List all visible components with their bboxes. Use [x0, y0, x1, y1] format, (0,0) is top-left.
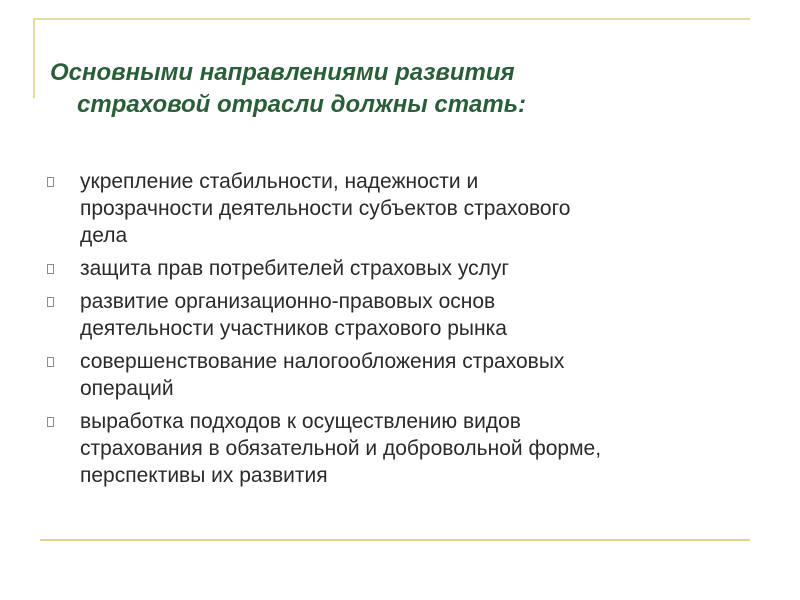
bullet-line: защита прав потребителей страховых услуг: [80, 257, 510, 280]
square-bullet-icon: [47, 177, 54, 187]
title-line-2: страховой отрасли должны стать:: [77, 91, 526, 118]
frame-left-rule: [33, 18, 35, 98]
bullet-line: операций: [80, 377, 174, 400]
bullet-item-5: [40, 408, 760, 489]
bullet-line: укрепление стабильности, надежности и: [80, 170, 479, 193]
title-line-1: Основными направлениями развития: [50, 59, 515, 86]
square-bullet-icon: [47, 417, 54, 427]
bullet-list: [40, 168, 760, 495]
bullet-line: развитие организационно-правовых основ: [80, 290, 496, 313]
bullet-line: совершенствование налогообложения страховых: [80, 350, 565, 373]
frame-bottom-rule: [40, 539, 750, 541]
bullet-item-1: [40, 168, 760, 249]
bullet-line: выработка подходов к осуществлению видов: [80, 410, 521, 433]
bullet-item-2: [40, 255, 760, 282]
bullet-item-4: [40, 348, 760, 402]
bullet-line: перспективы их развития: [80, 464, 328, 487]
bullet-line: дела: [80, 224, 128, 247]
square-bullet-icon: [47, 357, 54, 367]
bullet-line: деятельности участников страхового рынка: [80, 317, 507, 340]
slide-title: [50, 57, 750, 121]
frame-top-rule: [33, 18, 750, 20]
bullet-item-3: [40, 288, 760, 342]
square-bullet-icon: [47, 264, 54, 274]
bullet-line: прозрачности деятельности субъектов страхового: [80, 197, 571, 220]
square-bullet-icon: [47, 297, 54, 307]
bullet-line: страхования в обязательной и добровольной форме,: [80, 437, 602, 460]
